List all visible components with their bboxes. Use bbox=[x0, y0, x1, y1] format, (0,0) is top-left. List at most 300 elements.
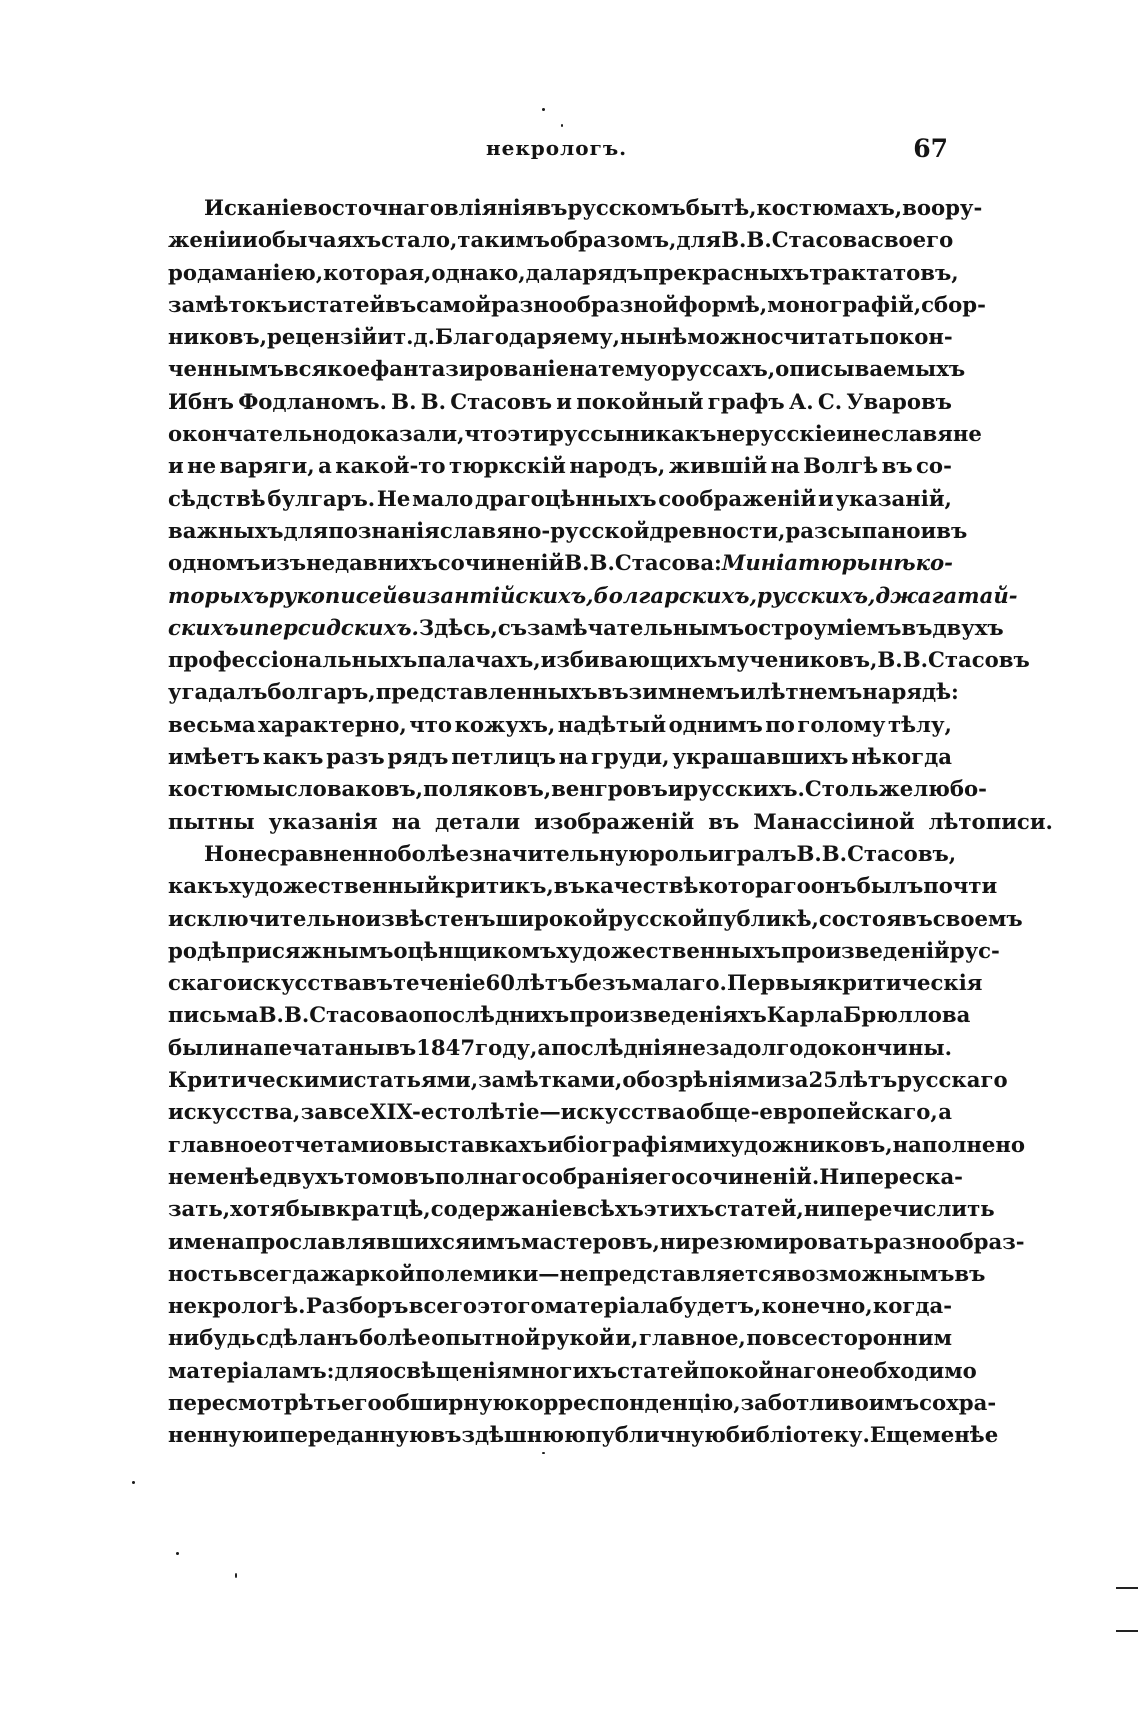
word: весьма bbox=[168, 711, 256, 737]
word: этихъ bbox=[643, 1196, 715, 1222]
word: разнообраз- bbox=[873, 1228, 1025, 1254]
word: и bbox=[377, 324, 393, 350]
word: ему, bbox=[567, 324, 621, 350]
word: хотя bbox=[230, 1196, 286, 1222]
word: бы bbox=[285, 1196, 322, 1222]
text-line bbox=[168, 999, 971, 1031]
italic-word: рукописей bbox=[268, 582, 398, 608]
page-number: 67 bbox=[913, 134, 948, 163]
word: лѣтописи. bbox=[928, 808, 1053, 834]
word: былъ bbox=[856, 873, 924, 899]
word: Волгѣ bbox=[803, 453, 879, 479]
word: въ bbox=[385, 291, 417, 317]
word: имѣетъ bbox=[168, 744, 260, 770]
word: профессіональныхъ bbox=[168, 647, 418, 673]
word: публикѣ, bbox=[707, 905, 819, 931]
word: Стасова bbox=[309, 1002, 409, 1028]
word: произведеній bbox=[780, 937, 950, 963]
word: тюркскій bbox=[448, 453, 566, 479]
word: о bbox=[408, 1002, 423, 1028]
word: описываемыхъ bbox=[775, 356, 966, 382]
word: Ни bbox=[819, 1163, 855, 1189]
word: палачахъ, bbox=[417, 647, 541, 673]
text-line bbox=[168, 1064, 1008, 1096]
word: сдѣланъ bbox=[256, 1325, 359, 1351]
word: рядъ bbox=[582, 259, 644, 285]
word: болѣе bbox=[397, 840, 470, 866]
word: томовъ bbox=[344, 1163, 435, 1189]
word: Ибнъ bbox=[168, 388, 234, 414]
word: любо- bbox=[913, 776, 987, 802]
word: и bbox=[556, 388, 572, 414]
word: для bbox=[283, 517, 329, 543]
word: біографіями bbox=[562, 1131, 718, 1157]
word: до bbox=[803, 1034, 832, 1060]
word: же bbox=[878, 776, 914, 802]
paragraph bbox=[168, 192, 1053, 838]
word: замѣтокъ bbox=[168, 291, 288, 317]
word: кончины. bbox=[831, 1034, 952, 1060]
italic-word: джагатай- bbox=[875, 582, 1018, 608]
word: замѣтками, bbox=[478, 1067, 623, 1093]
word: восточнаго bbox=[303, 195, 444, 220]
scan-speck bbox=[561, 124, 563, 127]
text-line bbox=[168, 1226, 1025, 1258]
word: надѣтый bbox=[557, 711, 667, 737]
word: кожухъ, bbox=[454, 711, 556, 737]
word: древности, bbox=[649, 517, 786, 543]
word: письма bbox=[168, 1002, 259, 1028]
text-line bbox=[168, 1290, 952, 1322]
word: бытѣ, bbox=[685, 195, 757, 220]
word: на bbox=[568, 356, 599, 382]
word: содержаніе bbox=[430, 1196, 573, 1222]
text-line bbox=[168, 870, 998, 902]
word: его bbox=[341, 1389, 382, 1415]
word: и bbox=[263, 1422, 280, 1448]
text-line bbox=[168, 580, 1018, 612]
word: многихъ bbox=[511, 1357, 618, 1383]
word: году, bbox=[475, 1034, 538, 1060]
word: главное, bbox=[638, 1325, 746, 1351]
word: имъ bbox=[868, 1389, 920, 1415]
word: всесторонним bbox=[776, 1325, 952, 1351]
word: варяги, bbox=[219, 453, 315, 479]
word: изображеній bbox=[534, 808, 695, 834]
word: не bbox=[851, 421, 881, 447]
word: всѣхъ bbox=[572, 1196, 644, 1222]
text-line bbox=[168, 450, 952, 482]
text-line bbox=[168, 1129, 1026, 1161]
word: фантазированіе bbox=[370, 356, 569, 382]
word: В. bbox=[420, 388, 447, 414]
word: замѣчательнымъ bbox=[527, 614, 745, 640]
text-line bbox=[168, 612, 1004, 644]
word: извѣстенъ bbox=[365, 905, 496, 931]
text-line bbox=[168, 741, 952, 773]
word: т. bbox=[392, 324, 414, 350]
word: для bbox=[676, 227, 722, 253]
word: и bbox=[739, 679, 756, 705]
word: эти bbox=[507, 421, 549, 447]
word: разсыпано bbox=[785, 517, 921, 543]
word: Уваровъ bbox=[846, 388, 952, 414]
word: представленныхъ bbox=[375, 679, 598, 705]
word: и bbox=[920, 517, 937, 543]
word: значительную bbox=[469, 840, 650, 866]
word: обще-европейскаго, bbox=[685, 1099, 938, 1125]
word: менѣе bbox=[922, 1422, 999, 1448]
word: на bbox=[391, 808, 421, 834]
word: состоя bbox=[818, 905, 902, 931]
word: лѣтъ bbox=[515, 970, 575, 996]
word: считать bbox=[770, 324, 870, 350]
word: собранія bbox=[535, 1163, 645, 1189]
word: незадолго bbox=[676, 1034, 804, 1060]
word: были bbox=[168, 1034, 235, 1060]
word: послѣднія bbox=[551, 1034, 677, 1060]
word: обозрѣніями bbox=[622, 1067, 782, 1093]
word: а bbox=[938, 1099, 952, 1125]
word: ни bbox=[803, 1196, 836, 1222]
word: всего bbox=[408, 1293, 477, 1319]
word: и bbox=[287, 291, 304, 317]
word: Но bbox=[204, 840, 239, 866]
text-line bbox=[168, 257, 959, 289]
word: познанія bbox=[328, 517, 440, 543]
word: искусства bbox=[237, 970, 362, 996]
word: оцѣнщикомъ bbox=[393, 937, 557, 963]
word: лѣтъ bbox=[838, 1067, 898, 1093]
word: мучениковъ, bbox=[717, 647, 878, 673]
italic-word: торыхъ bbox=[168, 582, 269, 608]
word: исключительно bbox=[168, 905, 366, 931]
word: Исканіе bbox=[204, 195, 303, 220]
word: и, bbox=[615, 1325, 639, 1351]
word: словаковъ, bbox=[284, 776, 424, 802]
word: Благодаря bbox=[434, 324, 568, 350]
word: теченіе bbox=[392, 970, 486, 996]
text-line bbox=[168, 903, 1023, 935]
running-title: некрологъ. bbox=[486, 136, 628, 160]
word: въ bbox=[385, 1034, 417, 1060]
word: Манассіиной bbox=[753, 808, 915, 834]
word: своемъ bbox=[932, 905, 1023, 931]
word: скаго bbox=[168, 970, 238, 996]
word: XIX-е bbox=[370, 1099, 435, 1125]
word: можно bbox=[687, 324, 771, 350]
word: такимъ bbox=[457, 227, 550, 253]
text-line bbox=[168, 1387, 997, 1419]
italic-word: персидскихъ. bbox=[254, 614, 419, 640]
word: Стасовъ bbox=[450, 388, 553, 414]
word: статьями, bbox=[353, 1067, 479, 1093]
text-line bbox=[168, 1161, 963, 1193]
word: В. bbox=[746, 227, 772, 253]
word: и bbox=[667, 776, 684, 802]
word: мало bbox=[412, 485, 474, 511]
word: и bbox=[836, 421, 852, 447]
word: сочиненій bbox=[437, 550, 565, 576]
word: Фодланомъ. bbox=[238, 388, 387, 414]
word: избивающихъ bbox=[540, 647, 718, 673]
word: ченнымъ bbox=[168, 356, 284, 382]
word: В. bbox=[796, 840, 822, 866]
word: никакъ bbox=[624, 421, 717, 447]
word: въ bbox=[536, 195, 568, 220]
word: руссахъ, bbox=[670, 356, 776, 382]
word: художниковъ, bbox=[717, 1131, 893, 1157]
text-line bbox=[168, 386, 952, 418]
word: дала bbox=[525, 259, 583, 285]
word: русской bbox=[608, 905, 708, 931]
text-line bbox=[168, 935, 1000, 967]
word: зимнемъ bbox=[628, 679, 740, 705]
text-line bbox=[168, 353, 966, 385]
text-line bbox=[168, 676, 959, 708]
word: конечно, bbox=[761, 1293, 873, 1319]
word: однако, bbox=[431, 259, 526, 285]
scan-speck bbox=[542, 1452, 545, 1454]
word: котораго bbox=[698, 873, 811, 899]
word: А. bbox=[788, 388, 814, 414]
word: за bbox=[781, 1067, 809, 1093]
word: русскаго bbox=[897, 1067, 1008, 1093]
word: венгровъ bbox=[551, 776, 668, 802]
word: въ bbox=[597, 679, 629, 705]
word: и bbox=[547, 1131, 563, 1157]
word: русскіе bbox=[745, 421, 837, 447]
word: критическія bbox=[826, 970, 983, 996]
word: нибудь bbox=[168, 1325, 256, 1351]
word: пересмотрѣть bbox=[168, 1389, 342, 1415]
word: детали bbox=[434, 808, 521, 834]
word: роль bbox=[649, 840, 709, 866]
text-line bbox=[168, 1355, 977, 1387]
word: библіотеку. bbox=[725, 1422, 870, 1448]
word: Еще bbox=[869, 1422, 923, 1448]
word: какой-то bbox=[335, 453, 446, 479]
word: славяне bbox=[880, 421, 982, 447]
word: прекрасныхъ bbox=[643, 259, 810, 285]
word: всегда bbox=[238, 1260, 320, 1286]
word: художественныхъ bbox=[556, 937, 781, 963]
text-line bbox=[168, 515, 968, 547]
word: въ bbox=[553, 873, 585, 899]
word: вкратцѣ, bbox=[321, 1196, 431, 1222]
word: нынѣ bbox=[620, 324, 688, 350]
word: трактатовъ, bbox=[809, 259, 959, 285]
word: въ bbox=[361, 970, 393, 996]
word: выставкахъ bbox=[398, 1131, 548, 1157]
word: ность bbox=[168, 1260, 239, 1286]
word: какъ bbox=[262, 744, 324, 770]
word: будетъ, bbox=[669, 1293, 762, 1319]
word: какъ bbox=[168, 873, 229, 899]
word: окончательно bbox=[168, 421, 342, 447]
word: пытны bbox=[168, 808, 255, 834]
word: рецензій bbox=[267, 324, 378, 350]
word: Не bbox=[376, 485, 411, 511]
word: и bbox=[242, 227, 258, 253]
word: имена bbox=[168, 1228, 245, 1254]
italic-word: нѣко- bbox=[877, 550, 953, 576]
word: никовъ, bbox=[168, 324, 268, 350]
word: В. bbox=[391, 388, 417, 414]
word: качествѣ bbox=[584, 873, 699, 899]
word: съ bbox=[497, 614, 528, 640]
word: вліянія bbox=[443, 195, 537, 220]
word: украшавшихъ bbox=[672, 744, 849, 770]
word: воору- bbox=[902, 195, 983, 220]
word: рус- bbox=[949, 937, 1000, 963]
word: народъ, bbox=[569, 453, 666, 479]
word: женіи bbox=[168, 227, 243, 253]
word: В. bbox=[877, 647, 903, 673]
word: тему bbox=[598, 356, 657, 382]
word: нѣкогда bbox=[851, 744, 952, 770]
word: по bbox=[765, 711, 795, 737]
word: тѣлу, bbox=[888, 711, 952, 737]
word: двухъ bbox=[272, 1163, 345, 1189]
text-line bbox=[168, 224, 952, 256]
italic-word: Миніатюры bbox=[721, 550, 878, 576]
word: болгаръ, bbox=[267, 679, 376, 705]
word: важныхъ bbox=[168, 517, 284, 543]
word: полнаго bbox=[434, 1163, 536, 1189]
word: руссы bbox=[549, 421, 625, 447]
word: присяжнымъ bbox=[225, 937, 394, 963]
word: ни bbox=[659, 1228, 692, 1254]
italic-word: и bbox=[238, 614, 255, 640]
word: русскихъ. bbox=[683, 776, 805, 802]
word: В. bbox=[721, 227, 747, 253]
word: а bbox=[537, 1034, 552, 1060]
word: костюмахъ, bbox=[756, 195, 903, 220]
word: самой bbox=[416, 291, 492, 317]
text-line bbox=[168, 1258, 986, 1290]
word: русскомъ bbox=[567, 195, 686, 220]
word: со- bbox=[916, 453, 952, 479]
word: освѣщенія bbox=[379, 1357, 512, 1383]
word: статей bbox=[303, 291, 386, 317]
word: и bbox=[817, 485, 834, 511]
word: В. bbox=[589, 550, 615, 576]
word: костюмы bbox=[168, 776, 285, 802]
word: Брюллова bbox=[843, 1002, 971, 1028]
text-line bbox=[168, 483, 952, 515]
word: а bbox=[318, 453, 332, 479]
text-line bbox=[168, 773, 987, 805]
word: корреспонденцію, bbox=[514, 1389, 741, 1415]
word: критикъ, bbox=[440, 873, 554, 899]
word: 1847 bbox=[416, 1034, 476, 1060]
word: Стасовъ, bbox=[847, 840, 957, 866]
body-text bbox=[168, 192, 1053, 1452]
text-line bbox=[168, 967, 983, 999]
word: доказали, bbox=[341, 421, 465, 447]
word: груди, bbox=[590, 744, 670, 770]
word: В. bbox=[564, 550, 590, 576]
text-line bbox=[168, 192, 983, 224]
word: покойный bbox=[576, 388, 704, 414]
word: Стасова bbox=[771, 227, 871, 253]
word: произведеніяхъ bbox=[569, 1002, 767, 1028]
text-line bbox=[168, 289, 986, 321]
word: мастеровъ, bbox=[520, 1228, 660, 1254]
word: статей bbox=[617, 1357, 700, 1383]
word: не bbox=[187, 453, 217, 479]
word: Столь bbox=[804, 776, 879, 802]
word: Здѣсь, bbox=[418, 614, 498, 640]
word: что bbox=[409, 711, 453, 737]
word: голому bbox=[797, 711, 886, 737]
word: отчетами bbox=[267, 1131, 385, 1157]
page-header bbox=[168, 136, 952, 170]
word: одномъ bbox=[168, 550, 261, 576]
word: несравненно bbox=[238, 840, 398, 866]
word: для bbox=[334, 1357, 380, 1383]
word: безъ bbox=[574, 970, 632, 996]
word: главное bbox=[168, 1131, 268, 1157]
word: зать, bbox=[168, 1196, 231, 1222]
word: не bbox=[716, 421, 746, 447]
word: въ bbox=[901, 905, 933, 931]
scan-speck bbox=[176, 1552, 179, 1555]
word: представляется bbox=[588, 1260, 787, 1286]
word: петлицъ bbox=[451, 744, 556, 770]
word: рукой bbox=[541, 1325, 615, 1351]
word: художественный bbox=[228, 873, 441, 899]
word: прославлявшихся bbox=[244, 1228, 471, 1254]
word: его bbox=[644, 1163, 686, 1189]
word: въ bbox=[881, 453, 913, 479]
scan-speck bbox=[235, 1573, 237, 1578]
word: разнообразной bbox=[491, 291, 679, 317]
word: Карла bbox=[766, 1002, 844, 1028]
word: 60 bbox=[485, 970, 516, 996]
text-line bbox=[168, 806, 1053, 838]
word: послѣднихъ bbox=[422, 1002, 570, 1028]
word: В. bbox=[258, 1002, 284, 1028]
word: столѣтіе—искусства bbox=[434, 1099, 686, 1125]
word: Первыя bbox=[726, 970, 827, 996]
word: лѣтнемъ bbox=[755, 679, 863, 705]
word: Стасова: bbox=[614, 550, 722, 576]
word: онъ bbox=[810, 873, 857, 899]
word: формѣ, bbox=[678, 291, 768, 317]
word: опытной bbox=[431, 1325, 541, 1351]
word: обширную bbox=[381, 1389, 515, 1415]
word: стало, bbox=[381, 227, 458, 253]
word: въ bbox=[901, 614, 933, 640]
text-line bbox=[168, 1322, 952, 1354]
word: рядъ bbox=[387, 744, 449, 770]
word: все bbox=[328, 1099, 370, 1125]
text-line bbox=[168, 547, 952, 579]
word: всякое bbox=[283, 356, 371, 382]
word: соображеній bbox=[658, 485, 817, 511]
word: д. bbox=[413, 324, 435, 350]
text-line bbox=[168, 1193, 995, 1225]
word: наполнено bbox=[892, 1131, 1026, 1157]
word: Разборъ bbox=[305, 1293, 409, 1319]
word: статей, bbox=[714, 1196, 804, 1222]
word: булгаръ. bbox=[267, 485, 376, 511]
text-line bbox=[168, 838, 957, 870]
word: поляковъ, bbox=[423, 776, 552, 802]
word: образомъ, bbox=[549, 227, 677, 253]
